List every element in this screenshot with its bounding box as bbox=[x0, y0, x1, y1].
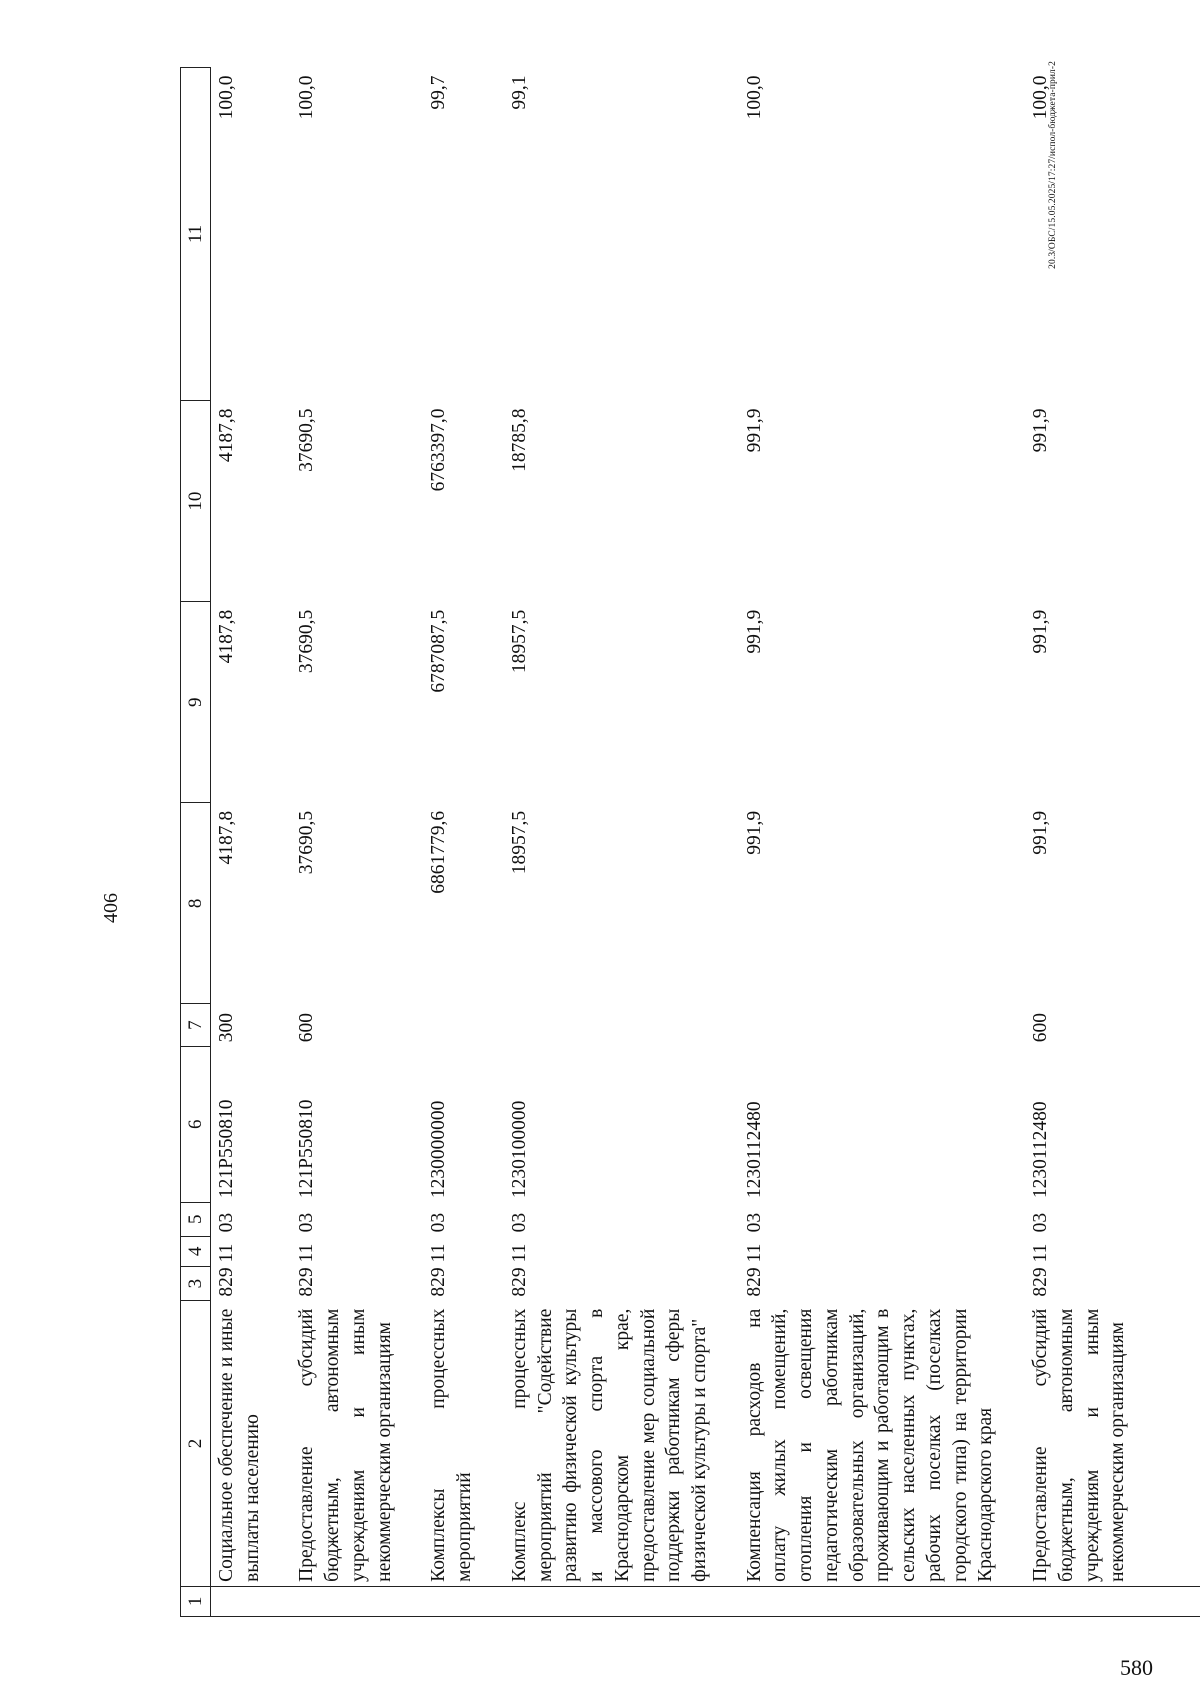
table-row bbox=[739, 68, 1025, 1617]
row-6-c8: 991,9 bbox=[1030, 810, 1052, 855]
row-1-c3: 829 bbox=[216, 1267, 237, 1297]
row-1-name: Социальное обеспечение и иные выплаты населению bbox=[211, 1301, 292, 1587]
row-3-c3: 829 bbox=[428, 1267, 450, 1297]
col-11-header: 11 bbox=[181, 68, 211, 401]
row-2-c10: 37690,5 bbox=[296, 408, 318, 472]
row-6-c9: 991,9 bbox=[1030, 609, 1052, 654]
row-5-c9: 991,9 bbox=[743, 609, 765, 654]
row-4-c8: 18957,5 bbox=[508, 810, 530, 875]
row-1-c11: 100,0 bbox=[216, 75, 237, 120]
row-6-c7: 600 bbox=[1030, 1012, 1052, 1043]
row-4-c10: 18785,8 bbox=[508, 408, 530, 472]
row-2-c5: 03 bbox=[296, 1212, 318, 1233]
col-7-header: 7 bbox=[181, 1004, 211, 1046]
row-1-c5: 03 bbox=[216, 1212, 237, 1233]
row-2-c4: 11 bbox=[296, 1243, 318, 1263]
row-1-c10: 4187,8 bbox=[216, 408, 237, 463]
col-1-header: 1 bbox=[181, 1586, 211, 1616]
rotated-page bbox=[100, 61, 1129, 1617]
row-6-c5: 03 bbox=[1030, 1212, 1052, 1233]
row-6-c10: 991,9 bbox=[1030, 408, 1052, 453]
row-6-c6: 1230112480 bbox=[1030, 1101, 1052, 1199]
sheet-number: 580 bbox=[1120, 1655, 1153, 1680]
row-6-c11: 100,0 bbox=[1030, 75, 1052, 120]
table-row bbox=[504, 68, 739, 1617]
row-4-name: Комплекс процессных мероприятий "Содействие развитию физической культуры и массового спорта в Краснодарском крае, предоставление мер социальной поддержки работникам сферы физической культуры и спорта" bbox=[504, 1301, 739, 1587]
col-4-header: 4 bbox=[181, 1236, 211, 1266]
col-8-header: 8 bbox=[181, 803, 211, 1004]
row-5-name: Компенсация расходов на оплату жилых помещений, отопления и освещения педагогическим работникам образовательных организаций, проживающим и работающим в сельских населенных пунктах, рабочих поселках (поселках городского типа) на территории Краснодарского края bbox=[739, 1301, 1025, 1587]
row-4-c3: 829 bbox=[508, 1267, 530, 1297]
row-4-c11: 99,1 bbox=[508, 75, 530, 110]
row-3-c11: 99,7 bbox=[428, 75, 450, 110]
row-2-name: Предоставление субсидий бюджетным, автономным учреждениям и иным некоммерческим организациям bbox=[291, 1301, 423, 1587]
row-2-c7: 600 bbox=[296, 1012, 318, 1043]
row-2-c9: 37690,5 bbox=[296, 609, 318, 674]
row-4-c9: 18957,5 bbox=[508, 609, 530, 674]
row-4-col-1 bbox=[504, 1586, 739, 1616]
row-3-c6: 1230000000 bbox=[428, 1100, 450, 1199]
row-6-c3: 829 bbox=[1030, 1267, 1052, 1297]
row-1-c9: 4187,8 bbox=[216, 609, 237, 664]
footer-code: 20.3/ОБС/15.05.2025/17:27/испол-бюджета-прил-2 bbox=[1048, 61, 1058, 269]
row-3-c7 bbox=[423, 1004, 503, 1046]
row-6-c4: 11 bbox=[1030, 1243, 1052, 1263]
table-row bbox=[423, 68, 503, 1617]
row-5-c10: 991,9 bbox=[743, 408, 765, 453]
col-6-header: 6 bbox=[181, 1046, 211, 1202]
table-row bbox=[211, 68, 292, 1617]
col-5-header: 5 bbox=[181, 1202, 211, 1236]
page-number: 406 bbox=[100, 893, 122, 923]
row-1-c8: 4187,8 bbox=[216, 810, 237, 865]
row-4-c7 bbox=[504, 1004, 739, 1046]
row-6-col-1 bbox=[1025, 1586, 1200, 1616]
budget-table bbox=[180, 67, 1200, 1617]
col-3-header: 3 bbox=[181, 1266, 211, 1300]
row-2-c3: 829 bbox=[296, 1267, 318, 1297]
row-3-c8: 6861779,6 bbox=[428, 810, 450, 894]
row-5-col-1 bbox=[739, 1586, 1025, 1616]
row-2-col-1 bbox=[291, 1586, 423, 1616]
row-1-c4: 11 bbox=[216, 1243, 237, 1263]
row-3-name: Комплексы процессных мероприятий bbox=[423, 1301, 503, 1587]
row-3-c10: 6763397,0 bbox=[428, 408, 450, 492]
row-5-c7 bbox=[739, 1004, 1025, 1046]
row-5-c4: 11 bbox=[743, 1243, 765, 1263]
row-2-c11: 100,0 bbox=[296, 75, 318, 120]
row-3-c9: 6787087,5 bbox=[428, 609, 450, 693]
row-4-c5: 03 bbox=[508, 1212, 530, 1233]
row-1-c7: 300 bbox=[216, 1012, 237, 1043]
row-4-c6: 1230100000 bbox=[508, 1100, 530, 1199]
row-3-col-1 bbox=[423, 1586, 503, 1616]
row-2-c6: 121Р550810 bbox=[296, 1099, 318, 1199]
row-5-c8: 991,9 bbox=[743, 810, 765, 855]
table-row bbox=[1025, 68, 1200, 1617]
row-3-c5: 03 bbox=[428, 1212, 450, 1233]
row-1-col-1 bbox=[211, 1586, 292, 1616]
col-9-header: 9 bbox=[181, 602, 211, 803]
table-row bbox=[291, 68, 423, 1617]
row-5-c3: 829 bbox=[743, 1267, 765, 1297]
row-2-c8: 37690,5 bbox=[296, 810, 318, 875]
col-2-header: 2 bbox=[181, 1301, 211, 1587]
header-row bbox=[181, 68, 211, 1617]
row-4-c4: 11 bbox=[508, 1243, 530, 1263]
row-5-c11: 100,0 bbox=[743, 75, 765, 120]
row-3-c4: 11 bbox=[428, 1243, 450, 1263]
col-10-header: 10 bbox=[181, 401, 211, 602]
row-1-c6: 121Р550810 bbox=[216, 1099, 237, 1199]
row-5-c6: 1230112480 bbox=[743, 1101, 765, 1199]
row-5-c5: 03 bbox=[743, 1212, 765, 1233]
row-6-name: Предоставление субсидий бюджетным, автономным учреждениям и иным некоммерческим организациям bbox=[1025, 1301, 1200, 1587]
